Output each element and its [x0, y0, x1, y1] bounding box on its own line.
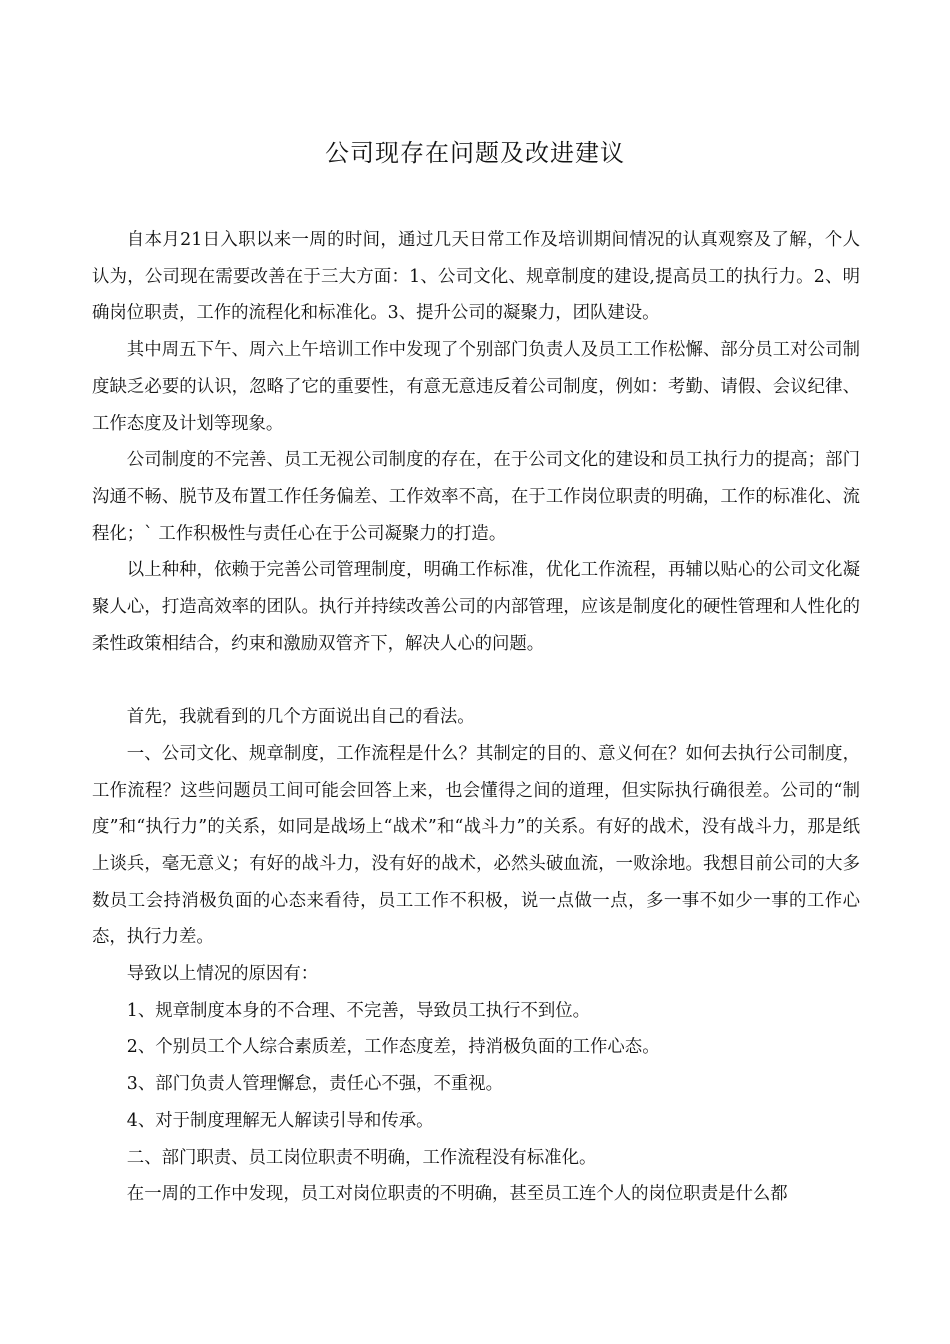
- document-title: 公司现存在问题及改进建议: [325, 139, 625, 167]
- list-item-3: 3、部门负责人管理懈怠，责任心不强，不重视。: [126, 1074, 504, 1095]
- paragraph-3: 公司制度的不完善、员工无视公司制度的存在，在于公司文化的建设和员工执行力的提高；部门沟通不畅、脱节及布置工作任务偏差、工作效率不高，在于工作岗位职责的明确，工作的标准化、流程化；` 工作积极性与责任心在于公司凝聚力的打造。: [92, 450, 860, 544]
- paragraph-1: 自本月21日入职以来一周的时间，通过几天日常工作及培训期间情况的认真观察及了解，个人认为，公司现在需要改善在于三大方面：1、公司文化、规章制度的建设,提高员工的执行力。2、明确岗位职责，工作的流程化和标准化。3、提升公司的凝聚力，团队建设。: [92, 230, 860, 324]
- blank-line: [92, 662, 860, 699]
- paragraph-4: 以上种种，依赖于完善公司管理制度，明确工作标准，优化工作流程，再辅以贴心的公司文化凝聚人心，打造高效率的团队。执行并持续改善公司的内部管理，应该是制度化的硬性管理和人性化的柔性政策相结合，约束和激励双管齐下，解决人心的问题。: [92, 560, 860, 654]
- section-heading-2: 二、部门职责、员工岗位职责不明确，工作流程没有标准化。: [126, 1147, 597, 1168]
- list-item-1: 1、规章制度本身的不合理、不完善，导致员工执行不到位。: [126, 1000, 591, 1021]
- paragraph-8: 在一周的工作中发现，员工对岗位职责的不明确，甚至员工连个人的岗位职责是什么都: [126, 1184, 788, 1205]
- paragraph-5: 首先，我就看到的几个方面说出自己的看法。: [126, 707, 475, 728]
- paragraph-2: 其中周五下午、周六上午培训工作中发现了个别部门负责人及员工工作松懈、部分员工对公司制度缺乏必要的认识，忽略了它的重要性，有意无意违反着公司制度，例如：考勤、请假、会议纪律、工作态度及计划等现象。: [92, 340, 860, 434]
- paragraph-6: 一、公司文化、规章制度，工作流程是什么？其制定的目的、意义何在？如何去执行公司制度，工作流程？这些问题员工间可能会回答上来，也会懂得之间的道理，但实际执行确很差。公司的“制度”和“执行力”的关系，如同是战场上“战术”和“战斗力”的关系。有好的战术，没有战斗力，那是纸上谈兵，毫无意义；有好的战斗力，没有好的战术，必然头破血流，一败涂地。我想目前公司的大多数员工会持消极负面的心态来看待，员工工作不积极，说一点做一点，多一事不如少一事的工作心态，执行力差。: [92, 743, 860, 948]
- paragraph-7: 导致以上情况的原因有：: [126, 964, 319, 985]
- document-body: [92, 222, 860, 1213]
- list-item-2: 2、个别员工个人综合素质差，工作态度差，持消极负面的工作心态。: [126, 1037, 660, 1058]
- list-item-4: 4、对于制度理解无人解读引导和传承。: [126, 1110, 434, 1131]
